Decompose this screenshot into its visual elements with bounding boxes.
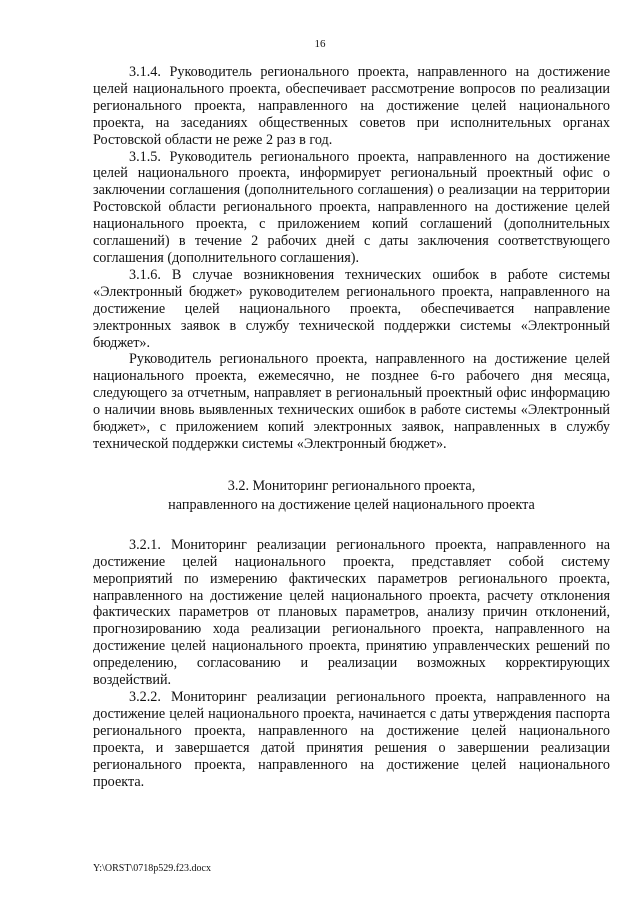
paragraph-3-1-4: 3.1.4. Руководитель регионального проекта, направленного на достижение целей национального проекта, обеспечивает рассмотрение вопросов по реализации регионального проекта, направленного на достижение целей национального проекта, на заседаниях общественных советов при исполнительных органах Ростовской области не реже 2 раз в год. [93, 64, 610, 148]
page-number: 16 [314, 38, 326, 50]
spacer [93, 516, 610, 537]
paragraph-3-1-6: 3.1.6. В случае возникновения технических ошибок в работе системы «Электронный бюджет» руководителем регионального проекта, направленного на достижение целей национального проекта, обеспечивается направление электронных заявок в службу технической поддержки системы «Электронный бюджет». [93, 266, 610, 351]
paragraph-monthly-report: Руководитель регионального проекта, направленного на достижение целей национального проекта, ежемесячно, не позднее 6-го рабочего дня месяца, следующего за отчетным, направляет в региональный проектный офис информацию о наличии вновь выявленных технических ошибок в работе системы «Электронный бюджет», с приложением копий электронных заявок, направленных в службу технической поддержки системы «Электронный бюджет». [93, 351, 610, 452]
file-path-footer: Y:\ORST\0718p529.f23.docx [93, 863, 211, 874]
spacer [93, 453, 610, 477]
paragraph-3-2-2: 3.2.2. Мониторинг реализации регионального проекта, направленного на достижение целей национального проекта, начинается с даты утверждения паспорта регионального проекта, направленного на достижение целей национального проекта, и завершается датой принятия решения о завершении реализации регионального проекта, направленного на достижение целей национального проекта. [93, 689, 610, 790]
section-heading-line-2: направленного на достижение целей национального проекта [168, 497, 535, 514]
paragraph-3-2-1: 3.2.1. Мониторинг реализации регионального проекта, направленного на достижение целей национального проекта, представляет собой систему мероприятий по измерению фактических параметров регионального проекта, направленного на достижение целей национального проекта, расчету отклонения фактических параметров от плановых параметров, анализу причин отклонений, прогнозированию хода реализации регионального проекта, направленного на достижение целей национального проекта, принятию управленческих решений по определению, согласованию и реализации возможных корректирующих воздействий. [93, 536, 610, 689]
section-heading-3-2 [93, 477, 610, 516]
section-heading-line-1: 3.2. Мониторинг регионального проекта, [227, 477, 476, 494]
document-body [93, 64, 610, 790]
paragraph-3-1-5: 3.1.5. Руководитель регионального проекта, направленного на достижение целей национального проекта, информирует региональный проектный офис о заключении соглашения (дополнительного соглашения) о реализации на территории Ростовской области регионального проекта, направленного на достижение целей национального проекта, с приложением копий соглашений (дополнительных соглашений) в течение 2 рабочих дней с даты заключения соответствующего соглашения (дополнительного соглашения). [93, 148, 610, 266]
